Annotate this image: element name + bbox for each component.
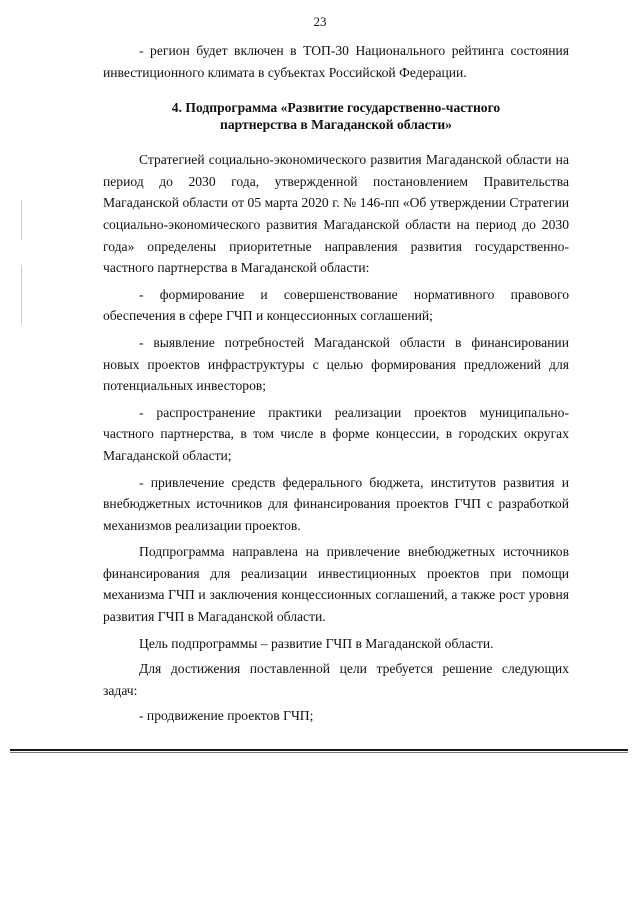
top-list-item: - регион будет включен в ТОП-30 Национального рейтинга состояния инвестиционного климата в субъектах Российской Федерации. [103, 43, 569, 80]
document-body [103, 40, 569, 727]
page-bottom-rule-shadow [10, 752, 628, 753]
direction-paragraph: Подпрограмма направлена на привлечение внебюджетных источников финансирования для реализации инвестиционных проектов при помощи механизма ГЧП и заключения концессионных соглашений, а также рост уровня развития ГЧП в Магаданской области. [103, 544, 569, 625]
margin-scan-mark [21, 265, 22, 325]
priority-item: - выявление потребностей Магаданской области в финансировании новых проектов инфраструктуры с целью формирования предложений для потенциальных инвесторов; [103, 334, 569, 394]
priority-item: - формирование и совершенствование нормативного правового обеспечения в сфере ГЧП и концессионных соглашений; [103, 286, 569, 324]
section-heading [103, 100, 569, 133]
section-heading-line-1: 4. Подпрограмма «Развитие государственно-частного [171, 100, 501, 116]
priority-item: - привлечение средств федерального бюджета, институтов развития и внебюджетных источников для финансирования проектов ГЧП с разработкой механизмов реализации проектов. [103, 474, 569, 533]
tasks-intro-paragraph: Для достижения поставленной цели требуется решение следующих задач: [103, 661, 569, 698]
intro-paragraph: Стратегией социально-экономического развития Магаданской области на период до 2030 года, утвержденной постановлением Правительства Магаданской области от 05 марта 2020 г. № 146-пп «Об утверждении Стратегии социально-экономического развития Магаданской области на период до 2030 года» определены приоритетные направления развития государственно-частного партнерства в Магаданской области: [103, 152, 569, 276]
page-number: 23 [313, 14, 327, 29]
page-bottom-rule [10, 749, 628, 751]
priority-item: - распространение практики реализации проектов муниципально-частного партнерства, в том числе в форме концессии, в городских округах Магаданской области; [103, 404, 569, 463]
section-heading-line-2: партнерства в Магаданской области» [220, 116, 452, 132]
task-item: - продвижение проектов ГЧП; [139, 708, 314, 724]
goal-paragraph: Цель подпрограммы – развитие ГЧП в Магаданской области. [139, 635, 494, 651]
margin-scan-mark [21, 200, 22, 240]
